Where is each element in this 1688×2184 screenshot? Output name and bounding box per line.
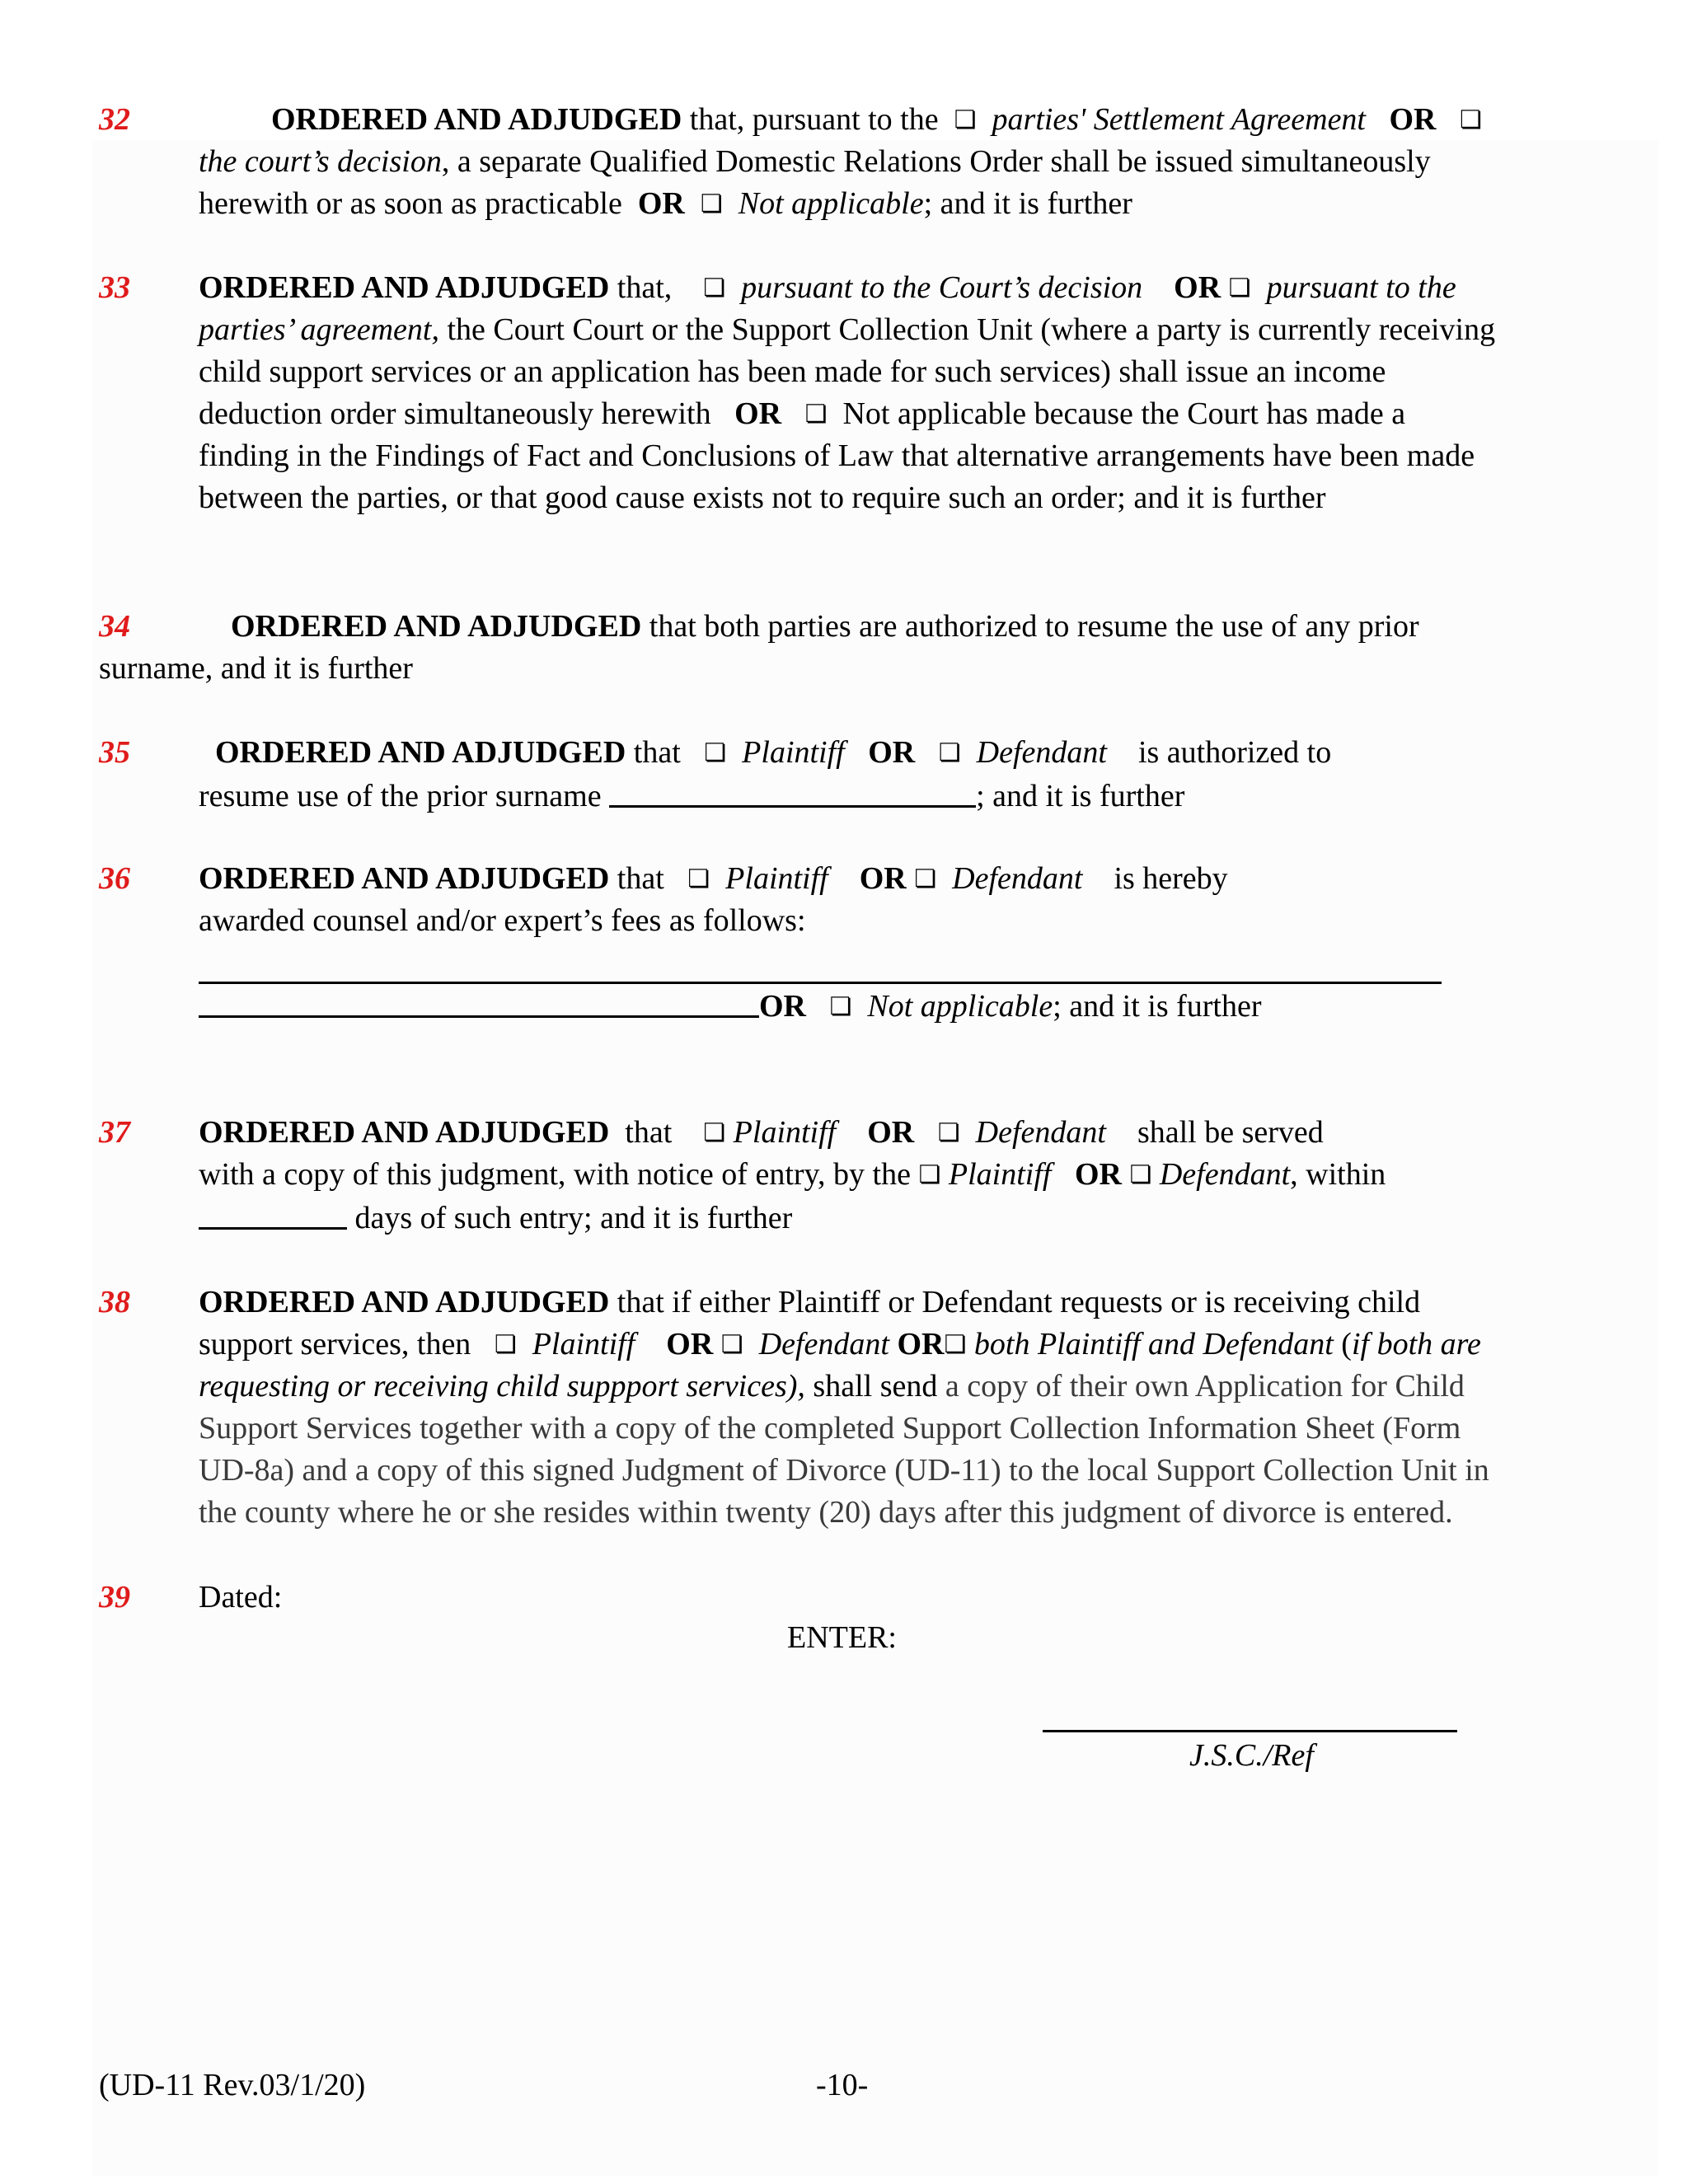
p38-line4: Support Services together with a copy of the completed Support Collection Information Sheet (Form — [199, 1411, 1461, 1446]
paragraph-number-37: 37 — [99, 1115, 130, 1150]
days-blank-field[interactable] — [199, 1196, 347, 1230]
checkbox[interactable]: ❏ — [720, 1330, 743, 1359]
p38-line5: UD-8a) and a copy of this signed Judgment of Divorce (UD-11) to the local Support Collection Unit in — [199, 1453, 1489, 1488]
p38-line6: the county where he or she resides within twenty (20) days after this judgment of divorce is entered. — [199, 1495, 1453, 1530]
page-number: -10- — [816, 2068, 869, 2102]
paragraph-number-35: 35 — [99, 735, 130, 770]
checkbox[interactable]: ❏ — [944, 1330, 967, 1359]
p32-line1: ORDERED AND ADJUDGED that, pursuant to the ❏ parties' Settlement Agreement OR ❏ — [271, 99, 1482, 141]
checkbox[interactable]: ❏ — [687, 865, 710, 893]
p33-line1: ORDERED AND ADJUDGED that, ❏ pursuant to the Court’s decision OR ❏ pursuant to the — [199, 267, 1456, 309]
p34-line1: ORDERED AND ADJUDGED that both parties are authorized to resume the use of any prior — [231, 609, 1419, 644]
p32-line2: the court’s decision, a separate Qualified Domestic Relations Order shall be issued simultaneously — [199, 144, 1431, 179]
p32-line3: herewith or as soon as practicable OR ❏ Not applicable; and it is further — [199, 183, 1132, 225]
signature-title: J.S.C./Ref — [1189, 1738, 1314, 1773]
p33-line5: finding in the Findings of Fact and Conclusions of Law that alternative arrangements have been made — [199, 438, 1475, 473]
signature-line[interactable] — [1043, 1730, 1457, 1732]
paragraph-number-32: 32 — [99, 102, 130, 137]
checkbox[interactable]: ❏ — [1228, 274, 1251, 302]
p36-line1: ORDERED AND ADJUDGED that ❏ Plaintiff OR ❏ Defendant is hereby — [199, 858, 1228, 900]
checkbox[interactable]: ❏ — [704, 738, 727, 767]
checkbox[interactable]: ❏ — [937, 1118, 960, 1147]
paragraph-number-36: 36 — [99, 861, 130, 896]
checkbox[interactable]: ❏ — [829, 992, 852, 1021]
checkbox[interactable]: ❏ — [954, 105, 977, 134]
checkbox[interactable]: ❏ — [494, 1330, 517, 1359]
p38-line2: support services, then ❏ Plaintiff OR ❏ Defendant OR❏ both Plaintiff and Defendant (if both are — [199, 1324, 1481, 1366]
fees-blank-field[interactable] — [199, 984, 759, 1018]
enter-label: ENTER: — [787, 1620, 897, 1655]
p36-line2: awarded counsel and/or expert’s fees as follows: — [199, 903, 806, 938]
p38-line1: ORDERED AND ADJUDGED that if either Plaintiff or Defendant requests or is receiving child — [199, 1285, 1421, 1319]
p38-line3: requesting or receiving child suppport services), shall send a copy of their own Application for Child — [199, 1369, 1465, 1404]
paragraph-number-38: 38 — [99, 1285, 130, 1319]
checkbox[interactable]: ❏ — [703, 1118, 726, 1147]
p33-line3: child support services or an application has been made for such services) shall issue an income — [199, 354, 1386, 389]
form-number: (UD-11 Rev.03/1/20) — [99, 2068, 366, 2102]
checkbox[interactable]: ❏ — [918, 1160, 941, 1189]
p34-line2: surname, and it is further — [99, 651, 413, 686]
p37-line2: with a copy of this judgment, with notice of entry, by the ❏ Plaintiff OR ❏ Defendant, within — [199, 1154, 1386, 1196]
checkbox[interactable]: ❏ — [938, 738, 961, 767]
dated-label: Dated: — [199, 1580, 283, 1615]
p33-line6: between the parties, or that good cause exists not to require such an order; and it is further — [199, 480, 1326, 515]
checkbox[interactable]: ❏ — [1460, 105, 1482, 134]
checkbox[interactable]: ❏ — [1129, 1160, 1152, 1189]
prior-surname-field[interactable] — [609, 774, 976, 808]
p33-line2: parties’ agreement, the Court Court or the Support Collection Unit (where a party is currently receiving — [199, 312, 1496, 347]
checkbox[interactable]: ❏ — [703, 274, 726, 302]
document-page: 32 ORDERED AND ADJUDGED that, pursuant to the ❏ parties' Settlement Agreement OR ❏ the court’s decision, a separate Qualified Domestic Relations Order shall be issued simultaneously herewith or as soon as practicable OR ❏ Not applicable; and it is further 33 ORDERED AND ADJUDGED that, ❏ pursuant to the Court’s decision OR ❏ pursuant to the parties’ agreement, the Court Court or the Support Collection Unit (where a party is currently receiving child support services or an application has been made for such services) shall issue an income deduction order simultaneously herewith OR ❏ Not applicable because the Court has made a finding in the Findings of Fact and Conclusions of Law that alternative arrangements have been made between the parties, or that good cause exists not to require such an order; and it is further 34 ORDERED AND ADJUDGED that both parties are authorized to resume the use of any prior surname, and it is further 35 ORDERED AND ADJUDGED that ❏ Plaintiff OR ❏ Defendant is authorized to resume use of the prior surname ; and it is further 36 ORDERED AND ADJUDGED that ❏ Plaintiff OR ❏ Defendant is hereby awarded counsel and/or expert’s fees as follows: OR ❏ Not applicable; and it is further 37 ORDERED AND ADJUDGED that ❏ Plaintiff OR ❏ Defendant shall be served with a copy of this judgment, with notice of entry, by the ❏ Plaintiff OR ❏ Defendant, within days of such entry; and it is further 38 ORDERED AND ADJUDGED that if either Plaintiff or Defendant requests or is receiving child support services, then ❏ Plaintiff OR ❏ Defendant OR❏ both Plaintiff and Defendant (if both are requesting or receiving child suppport services), shall send a copy of their own Application for Child Support Services together with a copy of the completed Support Collection Information Sheet (Form UD-8a) and a copy of this signed Judgment of Divorce (UD-11) to the local Support Collection Unit in the county where he or she resides within twenty (20) days after this judgment of divorce is entered. 39 Dated: ENTER: J.S.C./Ref (UD-11 Rev.03/1/20) -10- — [0, 0, 1688, 2184]
paragraph-number-39: 39 — [99, 1580, 130, 1615]
paragraph-number-34: 34 — [99, 609, 130, 644]
p35-line1: ORDERED AND ADJUDGED that ❏ Plaintiff OR ❏ Defendant is authorized to — [215, 732, 1331, 774]
p37-line3: days of such entry; and it is further — [199, 1196, 792, 1240]
p33-line4: deduction order simultaneously herewith OR ❏ Not applicable because the Court has made a — [199, 393, 1405, 435]
checkbox[interactable]: ❏ — [804, 400, 828, 429]
paragraph-number-33: 33 — [99, 270, 130, 305]
p35-line2: resume use of the prior surname ; and it is further — [199, 774, 1184, 818]
p37-line1: ORDERED AND ADJUDGED that ❏ Plaintiff OR ❏ Defendant shall be served — [199, 1112, 1324, 1154]
checkbox[interactable]: ❏ — [914, 865, 937, 893]
checkbox[interactable]: ❏ — [700, 190, 723, 218]
